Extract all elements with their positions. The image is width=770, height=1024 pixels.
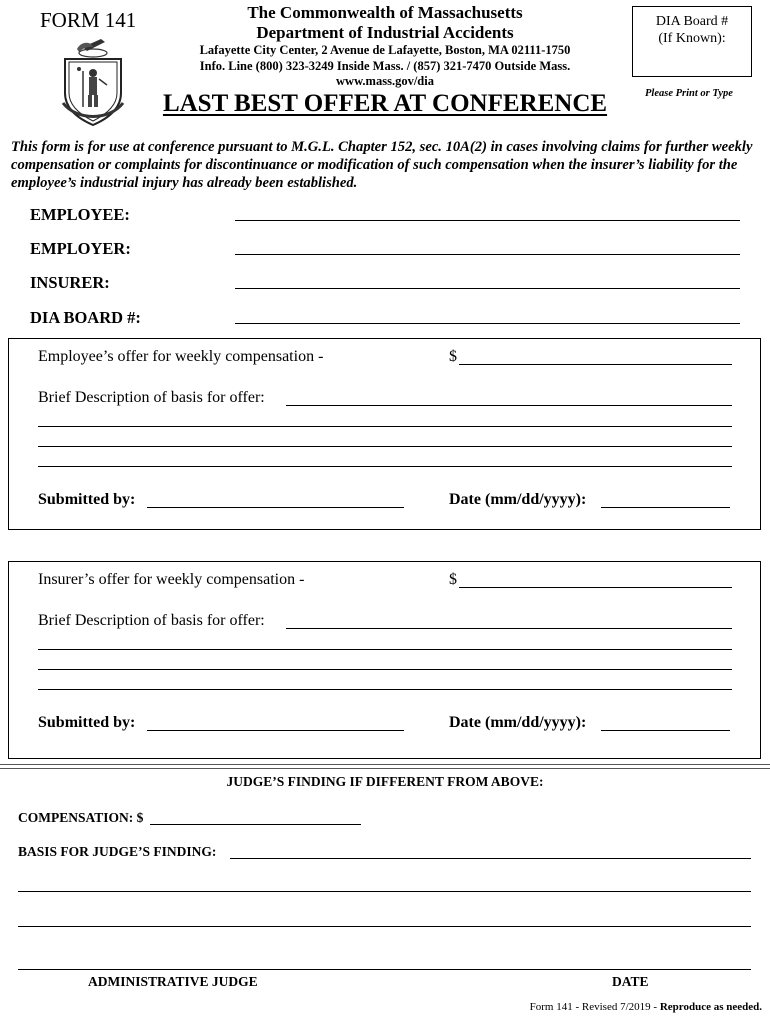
administrative-judge-label: ADMINISTRATIVE JUDGE [88,974,258,989]
judge-basis-field-line-2[interactable] [18,891,751,892]
agency-phones: Info. Line (800) 323-3249 Inside Mass. / (857) 321-7470 Outside Mass. [199,59,571,73]
judge-signature-line[interactable] [18,969,751,970]
insurer-date-label: Date (mm/dd/yyyy): [449,714,587,731]
insurer-basis-label: Brief Description of basis for offer: [38,612,265,629]
state-seal-icon [57,33,129,127]
section-divider [0,764,770,765]
employee-submitted-field[interactable] [147,507,404,508]
employee-date-field[interactable] [601,507,730,508]
employee-dollar-sign: $ [449,348,457,365]
intro-paragraph: This form is for use at conference pursuant to M.G.L. Chapter 152, sec. 10A(2) in cases involving claims for further weekly compensation or complaints for discontinuance or modification of such compensation when the insurer’s liability for the employee’s industrial injury has already been established. [11,139,753,191]
agency-address: Lafayette City Center, 2 Avenue de Lafayette, Boston, MA 02111-1750 [199,43,571,57]
employer-field[interactable] [235,254,740,255]
insurer-dollar-sign: $ [449,571,457,588]
judge-basis-field-line-3[interactable] [18,926,751,927]
employee-offer-label: Employee’s offer for weekly compensation - [38,348,324,365]
form-footer [530,1001,762,1013]
agency-line-1: The Commonwealth of Massachusetts [247,3,523,22]
judge-basis-field-line-1[interactable] [230,858,751,859]
insurer-label: INSURER: [30,273,110,292]
judge-date-label: DATE [612,974,649,989]
dia-board-label: DIA BOARD #: [30,308,141,327]
judge-compensation-label: COMPENSATION: $ [18,810,144,825]
board-box-label-1: DIA Board # [655,14,729,29]
insurer-offer-section [8,561,761,759]
footer-revision: Form 141 - Revised 7/2019 - [529,1001,660,1013]
dia-board-number-box[interactable] [632,6,752,77]
employee-basis-field-line-2[interactable] [38,426,732,427]
employee-submitted-label: Submitted by: [38,491,136,508]
insurer-offer-amount-field[interactable] [459,587,732,588]
employee-basis-field-line-1[interactable] [286,405,732,406]
insurer-basis-field-line-3[interactable] [38,669,732,670]
footer-reproduce: Reproduce as needed. [659,1001,762,1013]
employee-date-label: Date (mm/dd/yyyy): [449,491,587,508]
insurer-submitted-label: Submitted by: [38,714,136,731]
section-divider-2 [0,768,770,769]
insurer-basis-field-line-1[interactable] [286,628,732,629]
employee-offer-amount-field[interactable] [459,364,732,365]
insurer-basis-field-line-4[interactable] [38,689,732,690]
employee-offer-section [8,338,761,530]
judge-compensation-field[interactable] [150,824,361,825]
print-note: Please Print or Type [645,88,733,99]
dia-board-field[interactable] [235,323,740,324]
form-title: LAST BEST OFFER AT CONFERENCE [162,90,608,117]
employee-field[interactable] [235,220,740,221]
board-box-label-2: (If Known): [658,31,726,46]
employee-basis-label: Brief Description of basis for offer: [38,389,265,406]
judge-section-title: JUDGE’S FINDING IF DIFFERENT FROM ABOVE: [226,774,544,789]
employee-basis-field-line-4[interactable] [38,466,732,467]
insurer-field[interactable] [235,288,740,289]
form-number: FORM 141 [40,8,137,32]
employer-label: EMPLOYER: [30,239,131,258]
employee-basis-field-line-3[interactable] [38,446,732,447]
agency-website: www.mass.gov/dia [336,74,434,88]
insurer-date-field[interactable] [601,730,730,731]
employee-label: EMPLOYEE: [30,205,130,224]
insurer-submitted-field[interactable] [147,730,404,731]
judge-basis-label: BASIS FOR JUDGE’S FINDING: [18,844,217,859]
agency-line-2: Department of Industrial Accidents [256,23,514,42]
insurer-basis-field-line-2[interactable] [38,649,732,650]
insurer-offer-label: Insurer’s offer for weekly compensation - [38,571,305,588]
